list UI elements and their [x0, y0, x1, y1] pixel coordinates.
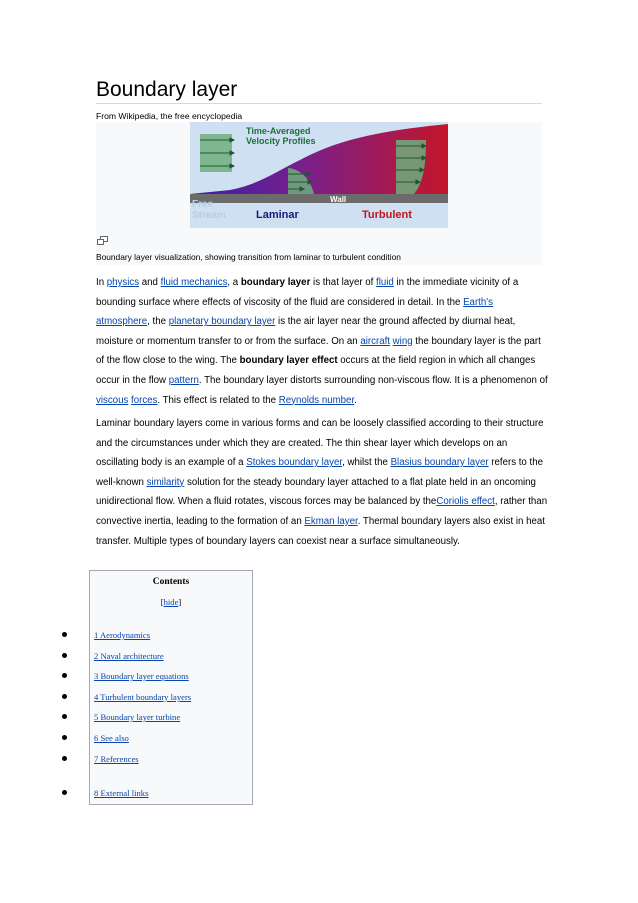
toc-item-references[interactable]: 7 References — [94, 754, 139, 764]
link-physics[interactable]: physics — [106, 277, 140, 288]
figure-caption: Boundary layer visualization, showing transition from laminar to turbulent condition — [96, 252, 401, 262]
turbulent-label: Turbulent — [362, 209, 412, 221]
toc-title: Contents — [152, 577, 190, 587]
link-wing[interactable]: wing — [392, 335, 413, 347]
text-run: is that layer of — [310, 277, 377, 288]
wall-bar — [190, 194, 448, 203]
term-boundary-layer-effect: boundary layer effect — [239, 355, 338, 367]
text-run: occurs at the field region in which all changes occur in the flow — [96, 355, 536, 386]
free-stream-label-line2: Stream — [192, 210, 226, 221]
link-aircraft[interactable]: aircraft — [360, 335, 390, 347]
link-planetary-boundary-layer[interactable]: planetary boundary layer — [168, 316, 276, 328]
link-viscous[interactable]: viscous — [96, 394, 129, 406]
boundary-layer-diagram[interactable] — [190, 122, 448, 228]
text-run: solution for the steady boundary layer attached to a flat plate held in an oncoming unidirectional flow. When a fluid rotates, viscous forces may be balanced by the — [96, 476, 536, 508]
toc-item-naval-architecture[interactable]: 2 Naval architecture — [94, 651, 164, 661]
term-boundary-layer: boundary layer — [240, 277, 311, 288]
laminar-label: Laminar — [256, 209, 299, 221]
link-pattern[interactable]: pattern — [168, 374, 199, 386]
toc-bullet — [62, 756, 67, 761]
text-run: , the — [147, 316, 169, 328]
text-run: and — [139, 277, 161, 288]
toc-item-see-also[interactable]: 6 See also — [94, 733, 129, 743]
text-run: in the immediate vicinity of a bounding surface where effects of viscosity of the fluid are considered in detail. In the — [96, 277, 519, 308]
figure-heading-line1: Time-Averaged — [246, 126, 311, 136]
laminar-paragraph — [96, 414, 548, 551]
page-title: Boundary layer — [96, 78, 542, 104]
text-run: . Thermal boundary layers also exist in heat transfer. Multiple types of boundary layers can coexist near a surface simultaneously. — [96, 515, 545, 547]
link-fluid-mechanics[interactable]: fluid mechanics — [160, 277, 228, 288]
bracket: [ — [160, 597, 164, 607]
toc-bullet — [62, 694, 67, 699]
toc-hide-toggle — [90, 597, 252, 607]
toc-bullet — [62, 790, 67, 795]
toc-bullet — [62, 653, 67, 658]
text-run: In — [96, 277, 107, 288]
toc-hide-link[interactable]: hide — [163, 597, 179, 607]
intro-paragraph — [96, 273, 548, 410]
link-forces[interactable]: forces — [131, 394, 158, 406]
toc-item-boundary-layer-equations[interactable]: 3 Boundary layer equations — [94, 671, 189, 681]
link-ekman-layer[interactable]: Ekman layer — [304, 515, 358, 527]
toc-item-turbulent-boundary-layers[interactable]: 4 Turbulent boundary layers — [94, 692, 192, 702]
table-of-contents — [89, 570, 253, 805]
text-run: . This effect is related to the — [157, 394, 279, 406]
link-blasius-boundary-layer[interactable]: Blasius boundary layer — [390, 457, 489, 469]
link-similarity[interactable]: similarity — [146, 476, 185, 488]
figure-heading-line2: Velocity Profiles — [246, 136, 316, 146]
link-fluid[interactable]: fluid — [376, 277, 394, 288]
toc-item-aerodynamics[interactable]: 1 Aerodynamics — [94, 630, 151, 640]
toc-item-external-links[interactable]: 8 External links — [94, 788, 149, 798]
toc-bullet — [62, 673, 67, 678]
free-stream-label-line1: Free — [192, 199, 214, 210]
text-run: , a — [227, 277, 241, 288]
link-stokes-boundary-layer[interactable]: Stokes boundary layer — [246, 457, 343, 469]
toc-bullet — [62, 735, 67, 740]
text-run: , rather than convective inertia, leading to the formation of an — [96, 496, 548, 527]
text-run: , whilst the — [342, 457, 391, 469]
bracket: ] — [178, 597, 182, 607]
wall-label: Wall — [330, 195, 347, 204]
link-coriolis-effect[interactable]: Coriolis effect — [436, 496, 495, 508]
toc-item-boundary-layer-turbine[interactable]: 5 Boundary layer turbine — [94, 712, 181, 722]
link-reynolds-number[interactable]: Reynolds number — [278, 394, 355, 406]
toc-bullet — [62, 714, 67, 719]
text-run: the boundary layer is the part of the flow close to the wing. The — [96, 335, 541, 367]
text-run: is the air layer near the ground affected by diurnal heat, moisture or momentum transfer to or from the surface. On an — [96, 316, 516, 347]
free-stream-profile — [200, 134, 234, 172]
tagline: From Wikipedia, the free encyclopedia — [96, 111, 243, 121]
text-run: . The boundary layer distorts surrounding non-viscous flow. It is a phenomenon of — [198, 374, 548, 386]
link-earths-atmosphere[interactable]: Earth's atmosphere — [96, 296, 493, 328]
figure-box — [96, 122, 542, 265]
text-run: Laminar boundary layers come in various forms and can be loosely classified according to their structure and the circumstances under which they are created. The thin shear layer which develops on an oscillating body is an example of a — [96, 418, 544, 469]
toc-bullet — [62, 632, 67, 637]
text-run: refers to the well-known — [96, 457, 543, 488]
enlarge-icon[interactable] — [97, 236, 108, 245]
text-run: . — [354, 394, 357, 406]
